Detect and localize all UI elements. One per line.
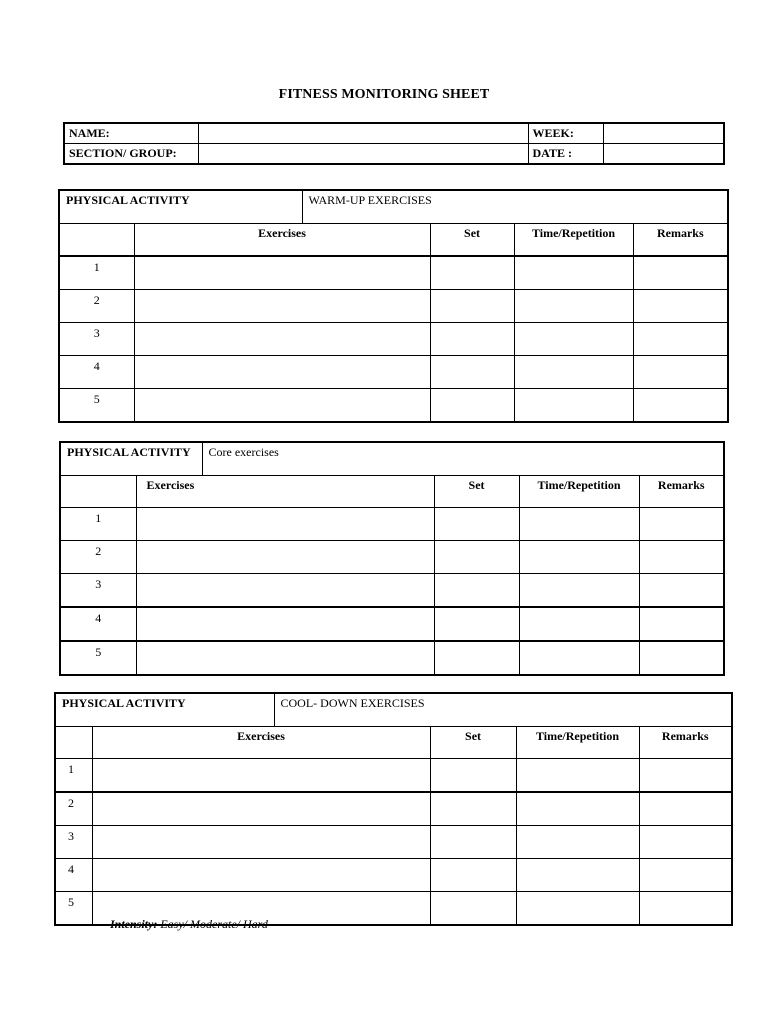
exercise-cell[interactable] — [92, 792, 430, 826]
remarks-cell[interactable] — [639, 826, 732, 859]
remarks-cell[interactable] — [639, 574, 724, 608]
section-group-field[interactable] — [198, 144, 528, 165]
week-label: WEEK: — [528, 123, 603, 144]
time-cell[interactable] — [516, 759, 639, 793]
time-cell[interactable] — [516, 892, 639, 926]
set-cell[interactable] — [430, 256, 514, 290]
row-number: 2 — [55, 792, 92, 826]
time-cell[interactable] — [514, 389, 633, 423]
remarks-cell[interactable] — [633, 290, 728, 323]
time-repetition-column-header: Time/Repetition — [516, 727, 639, 759]
physical-activity-label: PHYSICAL ACTIVITY — [59, 190, 302, 224]
exercise-cell[interactable] — [134, 290, 430, 323]
set-cell[interactable] — [434, 541, 519, 574]
physical-activity-value: COOL- DOWN EXERCISES — [274, 693, 732, 727]
exercise-cell[interactable] — [134, 356, 430, 389]
name-field[interactable] — [198, 123, 528, 144]
row-number: 1 — [59, 256, 134, 290]
exercise-cell[interactable] — [92, 759, 430, 793]
time-cell[interactable] — [514, 356, 633, 389]
time-cell[interactable] — [519, 541, 639, 574]
set-cell[interactable] — [430, 389, 514, 423]
row-number: 3 — [60, 574, 136, 608]
row-number: 5 — [55, 892, 92, 926]
exercise-cell[interactable] — [136, 541, 434, 574]
number-column-header — [60, 476, 136, 508]
row-number: 5 — [60, 641, 136, 675]
exercise-cell[interactable] — [134, 256, 430, 290]
intensity-label: Intensity: — [110, 917, 158, 931]
exercise-cell[interactable] — [92, 859, 430, 892]
physical-activity-value: Core exercises — [202, 442, 724, 476]
time-cell[interactable] — [514, 256, 633, 290]
remarks-cell[interactable] — [633, 389, 728, 423]
time-cell[interactable] — [519, 508, 639, 541]
row-number: 5 — [59, 389, 134, 423]
exercises-column-header: Exercises — [92, 727, 430, 759]
remarks-cell[interactable] — [633, 256, 728, 290]
name-label: NAME: — [64, 123, 198, 144]
set-column-header: Set — [430, 727, 516, 759]
remarks-column-header: Remarks — [639, 727, 732, 759]
remarks-cell[interactable] — [633, 323, 728, 356]
intensity-options: Easy/ Moderate/ Hard — [157, 917, 268, 931]
physical-activity-value: WARM-UP EXERCISES — [302, 190, 728, 224]
remarks-cell[interactable] — [639, 792, 732, 826]
exercises-column-header: Exercises — [136, 476, 434, 508]
cool-down-table — [54, 692, 733, 926]
set-cell[interactable] — [430, 792, 516, 826]
set-cell[interactable] — [430, 759, 516, 793]
row-number: 4 — [60, 607, 136, 641]
warm-up-table — [58, 189, 729, 423]
physical-activity-label: PHYSICAL ACTIVITY — [60, 442, 202, 476]
set-cell[interactable] — [430, 323, 514, 356]
time-repetition-column-header: Time/Repetition — [514, 224, 633, 257]
date-label: DATE : — [528, 144, 603, 165]
row-number: 3 — [55, 826, 92, 859]
exercise-cell[interactable] — [134, 323, 430, 356]
date-field[interactable] — [603, 144, 724, 165]
set-column-header: Set — [430, 224, 514, 257]
row-number: 4 — [59, 356, 134, 389]
set-cell[interactable] — [430, 290, 514, 323]
row-number: 2 — [60, 541, 136, 574]
time-cell[interactable] — [516, 792, 639, 826]
time-cell[interactable] — [514, 323, 633, 356]
set-cell[interactable] — [430, 892, 516, 926]
info-table — [63, 122, 725, 165]
time-cell[interactable] — [516, 826, 639, 859]
set-column-header: Set — [434, 476, 519, 508]
exercise-cell[interactable] — [134, 389, 430, 423]
remarks-column-header: Remarks — [639, 476, 724, 508]
core-table — [59, 441, 725, 676]
physical-activity-label: PHYSICAL ACTIVITY — [55, 693, 274, 727]
number-column-header — [55, 727, 92, 759]
intensity-note — [110, 917, 268, 932]
row-number: 4 — [55, 859, 92, 892]
set-cell[interactable] — [434, 641, 519, 675]
time-cell[interactable] — [516, 859, 639, 892]
time-cell[interactable] — [519, 574, 639, 608]
set-cell[interactable] — [434, 607, 519, 641]
section-group-label: SECTION/ GROUP: — [64, 144, 198, 165]
remarks-column-header: Remarks — [633, 224, 728, 257]
set-cell[interactable] — [430, 859, 516, 892]
remarks-cell[interactable] — [639, 859, 732, 892]
set-cell[interactable] — [434, 508, 519, 541]
time-cell[interactable] — [519, 607, 639, 641]
exercises-column-header: Exercises — [134, 224, 430, 257]
row-number: 1 — [60, 508, 136, 541]
time-cell[interactable] — [519, 641, 639, 675]
exercise-cell[interactable] — [136, 508, 434, 541]
remarks-cell[interactable] — [639, 541, 724, 574]
remarks-cell[interactable] — [639, 759, 732, 793]
row-number: 2 — [59, 290, 134, 323]
remarks-cell[interactable] — [633, 356, 728, 389]
set-cell[interactable] — [434, 574, 519, 608]
exercise-cell[interactable] — [136, 641, 434, 675]
exercise-cell[interactable] — [92, 826, 430, 859]
row-number: 3 — [59, 323, 134, 356]
week-field[interactable] — [603, 123, 724, 144]
number-column-header — [59, 224, 134, 257]
remarks-cell[interactable] — [639, 607, 724, 641]
time-cell[interactable] — [514, 290, 633, 323]
set-cell[interactable] — [430, 356, 514, 389]
row-number: 1 — [55, 759, 92, 793]
page-title: FITNESS MONITORING SHEET — [278, 87, 490, 102]
remarks-cell[interactable] — [639, 892, 732, 926]
remarks-cell[interactable] — [639, 508, 724, 541]
time-repetition-column-header: Time/Repetition — [519, 476, 639, 508]
exercise-cell[interactable] — [136, 574, 434, 608]
set-cell[interactable] — [430, 826, 516, 859]
exercise-cell[interactable] — [136, 607, 434, 641]
remarks-cell[interactable] — [639, 641, 724, 675]
